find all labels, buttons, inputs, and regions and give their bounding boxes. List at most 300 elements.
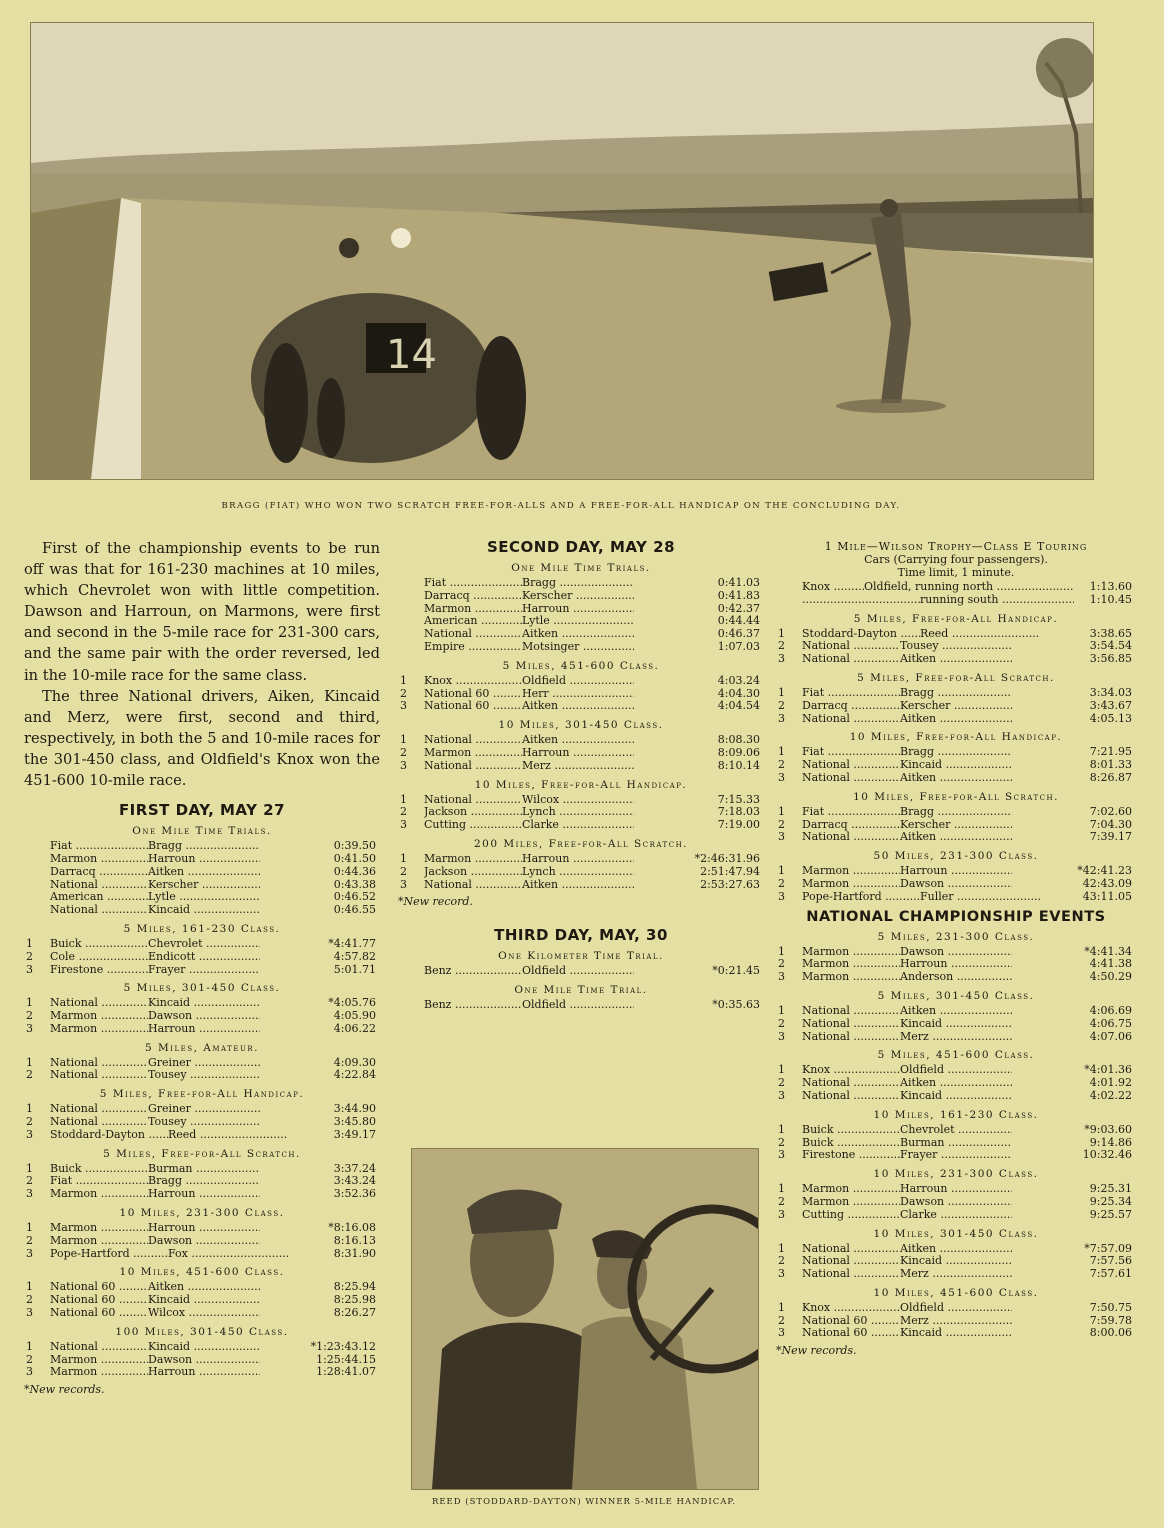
result-time: 0:46.55 [333,903,376,917]
result-time: 4:57.82 [333,949,376,963]
result-time: 0:39.50 [333,839,376,853]
result-driver: Dawson ..... [148,1010,260,1023]
result-row [776,1255,1136,1268]
result-driver: Dawson ..... [900,878,1012,891]
result-position: 2 [778,957,785,971]
result-row [776,1018,1136,1031]
result-row [398,603,764,616]
result-position: 3 [778,889,785,903]
result-car: National ..... [50,997,148,1010]
second-day-events [398,562,764,891]
result-driver: Frayer ..... [900,1149,1012,1162]
result-position: 2 [778,817,785,831]
result-car: Fiat ..... [802,806,900,819]
result-time: 9:25.31 [1089,1182,1132,1196]
result-position: 2 [26,949,33,963]
result-time: 0:43.38 [333,877,376,891]
result-time: 2:51:47.94 [700,864,760,878]
result-time: 4:06.75 [1089,1016,1132,1030]
result-row [776,1090,1136,1103]
result-time: 0:46.52 [333,890,376,904]
result-driver: Kerscher ..... [522,590,634,603]
result-time: 3:43.24 [333,1174,376,1188]
result-time: 4:22.84 [333,1068,376,1082]
result-car: National ..... [424,794,522,807]
result-car: National ..... [802,1243,900,1256]
result-driver: Fuller ..... [920,891,1040,904]
result-row [398,700,764,713]
result-time: 5:01.71 [333,962,376,976]
result-time: 7:02.60 [1089,804,1132,818]
result-position: 2 [400,864,407,878]
result-time: 8:09.06 [717,745,760,759]
result-car: Knox ..... [802,1064,900,1077]
result-position: 3 [26,1365,33,1379]
result-time: *0:35.63 [712,998,760,1012]
event-title: 10 Miles, 301-450 Class. [498,719,664,732]
result-car: National 60 ..... [50,1281,148,1294]
result-driver: Kincaid ..... [900,1255,1012,1268]
top-photo-caption: BRAGG (FIAT) WHO WON TWO SCRATCH FREE-FOR-ALLS AND A FREE-FOR-ALL HANDICAP ON THE CONCLUDING DAY. [221,501,901,511]
result-time: 0:44.44 [717,614,760,628]
result-driver: Harroun ..... [148,853,260,866]
result-row [398,675,764,688]
result-car: National ..... [50,1341,148,1354]
event-title: 10 Miles, Free-for-All Handicap. [849,731,1063,744]
event-title: One Mile Time Trial. [514,984,648,997]
result-car: Marmon ..... [50,1235,148,1248]
result-car: Marmon ..... [50,1366,148,1379]
result-time: *4:01.36 [1084,1063,1132,1077]
column-2 [398,538,764,1012]
wilson-result-north [776,581,1136,594]
result-car: Cutting ..... [802,1209,900,1222]
result-position: 1 [778,1063,785,1077]
result-car: Darracq ..... [802,700,900,713]
result-row [776,700,1136,713]
result-position: 2 [778,1016,785,1030]
result-time: *7:57.09 [1084,1241,1132,1255]
result-row [776,713,1136,726]
result-position: 3 [26,1306,33,1320]
result-position: 1 [26,1161,33,1175]
result-row [776,746,1136,759]
result-row [776,1005,1136,1018]
result-car: Marmon ..... [802,878,900,891]
result-position: 1 [778,685,785,699]
result-row [24,904,380,917]
result-time: *0:21.45 [712,964,760,978]
result-driver: Clarke ..... [522,819,634,832]
result-car: National ..... [424,628,522,641]
result-position: 2 [26,1009,33,1023]
result-car: Knox ..... [802,1302,900,1315]
result-car: Buick ..... [802,1137,900,1150]
result-time: 8:10.14 [717,758,760,772]
result-time: 4:04.30 [717,686,760,700]
result-position: 2 [778,698,785,712]
result-position: 3 [778,770,785,784]
result-row [24,1307,380,1320]
result-driver: Kerscher ..... [148,879,260,892]
result-row [776,891,1136,904]
race-photo [30,22,1094,480]
third-day-events [398,950,764,1012]
result-car: National 60 ..... [424,688,522,701]
result-row [24,891,380,904]
result-time: 7:19.00 [717,818,760,832]
result-driver: Greiner ..... [148,1057,260,1070]
result-car: National 60 ..... [802,1315,900,1328]
result-position: 1 [778,1300,785,1314]
result-row [776,946,1136,959]
result-driver: Oldfield ..... [522,999,634,1012]
result-position: 3 [778,711,785,725]
result-row [398,747,764,760]
result-row [24,1057,380,1070]
result-position: 1 [26,1102,33,1116]
result-driver: Burman ..... [900,1137,1012,1150]
result-car: National ..... [802,1031,900,1044]
result-time: 4:06.22 [333,1021,376,1035]
result-time: 4:04.54 [717,699,760,713]
result-driver: Aitken ..... [522,879,634,892]
result-row [24,1103,380,1116]
result-driver: Greiner ..... [148,1103,260,1116]
result-car: Empire ..... [424,641,522,654]
event-title: 10 Miles, Free-for-All Scratch. [853,790,1059,803]
race-photo-image [31,23,1093,479]
result-position: 1 [26,1055,33,1069]
result-row [776,1196,1136,1209]
result-row [24,964,380,977]
result-time: 9:25.34 [1089,1194,1132,1208]
result-time: 7:59.78 [1089,1313,1132,1327]
result-driver: Lynch ..... [522,806,634,819]
result-time: 7:50.75 [1089,1300,1132,1314]
event-title: 5 Miles, 161-230 Class. [123,922,281,935]
result-position: 2 [778,1254,785,1268]
result-row [398,615,764,628]
result-car: Fiat ..... [50,1175,148,1188]
result-car: Fiat ..... [802,746,900,759]
second-day-heading: SECOND DAY, MAY 28 [486,538,676,556]
result-time: 8:31.90 [333,1246,376,1260]
event-title: 5 Miles, 451-600 Class. [877,1049,1035,1062]
result-row [776,1149,1136,1162]
column-1 [24,538,380,1396]
result-driver: running south ..... [920,594,1074,607]
result-time: 8:01.33 [1089,758,1132,772]
wilson-trophy-title: 1 Mile—Wilson Trophy—Class E Touring [824,540,1088,553]
result-driver: Harroun ..... [522,747,634,760]
result-time: 7:21.95 [1089,745,1132,759]
result-position: 3 [778,970,785,984]
result-driver: Aitken ..... [522,700,634,713]
result-row [776,1137,1136,1150]
result-position: 3 [778,1326,785,1340]
result-row [398,965,764,978]
result-car: American ..... [424,615,522,628]
result-position: 2 [26,1293,33,1307]
result-driver: Burman ..... [148,1163,260,1176]
result-position: 3 [400,699,407,713]
result-driver: Clarke ..... [900,1209,1012,1222]
event-title: 10 Miles, 451-600 Class. [119,1266,285,1279]
result-time: 1:25:44.15 [316,1352,376,1366]
result-car: Jackson ..... [424,866,522,879]
result-car: National ..... [50,1116,148,1129]
result-time: 3:56.85 [1089,652,1132,666]
result-driver: Kincaid ..... [900,1018,1012,1031]
event-title: 10 Miles, 231-300 Class. [873,1168,1039,1181]
result-car: National ..... [802,1255,900,1268]
wilson-trophy-cars: Cars (Carrying four passengers). [864,553,1048,566]
result-position: 2 [400,805,407,819]
result-driver: Kerscher ..... [900,819,1012,832]
result-time: 3:45.80 [333,1115,376,1129]
result-time: 8:08.30 [717,733,760,747]
result-row [776,1124,1136,1137]
result-row [24,1023,380,1036]
result-driver: Kincaid ..... [148,904,260,917]
result-position: 3 [778,1148,785,1162]
result-driver: Motsinger ..... [522,641,634,654]
result-car: Marmon ..... [50,1010,148,1023]
result-time: 3:54.54 [1089,639,1132,653]
result-driver: Harroun ..... [900,1183,1012,1196]
result-row [776,628,1136,641]
intro-text [24,538,380,791]
result-row [776,971,1136,984]
result-time: 0:44.36 [333,864,376,878]
result-car: Marmon ..... [50,1023,148,1036]
result-driver: Kincaid ..... [900,759,1012,772]
result-row [24,853,380,866]
result-row [776,958,1136,971]
result-time: 43:11.05 [1082,889,1132,903]
result-row [24,840,380,853]
event-title: One Mile Time Trials. [132,825,272,838]
result-row [24,1235,380,1248]
result-position: 1 [26,1339,33,1353]
result-driver: Aitken ..... [900,653,1012,666]
result-car: Darracq ..... [50,866,148,879]
result-car: Stoddard-Dayton ..... [50,1129,168,1142]
result-driver: Kincaid ..... [148,1294,260,1307]
result-time: 0:42.37 [717,601,760,615]
event-title: 5 Miles, 301-450 Class. [877,989,1035,1002]
result-driver: Tousey ..... [900,640,1012,653]
result-driver: Bragg ..... [522,577,634,590]
result-row [776,1077,1136,1090]
result-car: National ..... [802,1018,900,1031]
reed-photo-image [412,1149,758,1489]
result-position: 3 [26,1127,33,1141]
result-position: 2 [778,1313,785,1327]
result-driver: Merz ..... [900,1031,1012,1044]
result-position: 2 [778,876,785,890]
result-position: 1 [778,944,785,958]
result-time: 3:44.90 [333,1102,376,1116]
result-position: 1 [26,1221,33,1235]
result-driver: Chevrolet ..... [148,938,260,951]
result-car: National ..... [802,713,900,726]
result-driver: Aitken ..... [900,831,1012,844]
result-car: National 60 ..... [50,1294,148,1307]
result-car: Cole ..... [50,951,148,964]
result-row [398,641,764,654]
result-time: 4:41.38 [1089,957,1132,971]
event-title: 100 Miles, 301-450 Class. [115,1325,289,1338]
result-position: 1 [778,1241,785,1255]
result-car: Darracq ..... [424,590,522,603]
result-position: 1 [778,745,785,759]
third-day-heading: THIRD DAY, MAY, 30 [494,926,668,945]
result-time: 0:41.50 [333,851,376,865]
result-car: Marmon ..... [50,1188,148,1201]
result-time: 7:15.33 [717,792,760,806]
result-time: 4:01.92 [1089,1076,1132,1090]
result-driver: Harroun ..... [900,865,1012,878]
result-row [398,853,764,866]
result-row [24,1116,380,1129]
result-driver: Fox ..... [168,1248,288,1261]
result-time: 3:49.17 [333,1127,376,1141]
result-row [398,628,764,641]
result-car: Buick ..... [50,1163,148,1176]
result-driver: Bragg ..... [900,687,1012,700]
result-position: 1 [778,1003,785,1017]
result-time: 8:25.98 [333,1293,376,1307]
result-driver: Harroun ..... [148,1366,260,1379]
result-car: Firestone ..... [50,964,148,977]
result-driver: Dawson ..... [900,1196,1012,1209]
result-car: National ..... [50,1069,148,1082]
result-driver: Aitken ..... [148,866,260,879]
result-row [398,794,764,807]
event-title: 5 Miles, 451-600 Class. [502,659,660,672]
result-row [776,865,1136,878]
result-position: 1 [778,1122,785,1136]
result-time: 0:46.37 [717,627,760,641]
result-time: 1:28:41.07 [316,1365,376,1379]
result-position: 2 [26,1352,33,1366]
result-row [776,831,1136,844]
result-position: 2 [778,1194,785,1208]
result-position: 3 [778,652,785,666]
column-3 [776,540,1136,1357]
event-title: 5 Miles, Free-for-All Handicap. [99,1088,305,1101]
result-car: National ..... [424,760,522,773]
result-driver: Kincaid ..... [900,1327,1012,1340]
result-position: 3 [400,877,407,891]
result-driver: Harroun ..... [148,1188,260,1201]
result-car: National ..... [802,653,900,666]
result-car: National ..... [424,734,522,747]
result-driver: Frayer ..... [148,964,260,977]
result-driver: Kincaid ..... [148,1341,260,1354]
result-car: National ..... [424,879,522,892]
result-row [776,1209,1136,1222]
event-title: 10 Miles, 231-300 Class. [119,1207,285,1220]
result-car: National ..... [802,831,900,844]
result-row [398,760,764,773]
result-time: 9:25.57 [1089,1207,1132,1221]
result-position: 3 [26,1246,33,1260]
result-time: *2:46:31.96 [694,851,760,865]
result-time: 4:07.06 [1089,1029,1132,1043]
result-car: National ..... [50,1057,148,1070]
result-position: 1 [400,733,407,747]
result-time: 4:03.24 [717,673,760,687]
result-time: *42:41.23 [1077,864,1132,878]
result-time: 1:10.45 [1089,592,1132,606]
result-time: 4:06.69 [1089,1003,1132,1017]
event-title: One Kilometer Time Trial. [498,950,664,963]
result-car: Marmon ..... [802,865,900,878]
result-car: Marmon ..... [50,1354,148,1367]
result-driver: Oldfield ..... [900,1064,1012,1077]
result-car: Pope-Hartford ..... [50,1248,168,1261]
result-car: National ..... [802,1077,900,1090]
championship-heading: NATIONAL CHAMPIONSHIP EVENTS [806,907,1106,925]
result-position: 3 [26,1187,33,1201]
result-position: 1 [26,1280,33,1294]
result-row [24,879,380,892]
result-position: 1 [400,851,407,865]
result-row [24,1341,380,1354]
result-position: 3 [778,830,785,844]
result-car: National 60 ..... [802,1327,900,1340]
result-time: 0:41.83 [717,588,760,602]
result-car: National 60 ..... [424,700,522,713]
result-time: 3:52.36 [333,1187,376,1201]
result-position: 1 [778,804,785,818]
wilson-trophy-limit: Time limit, 1 minute. [897,566,1015,579]
first-day-heading: FIRST DAY, MAY 27 [118,801,286,820]
result-row [776,1327,1136,1340]
result-row [24,1175,380,1188]
result-driver: Herr ..... [522,688,634,701]
result-row [776,759,1136,772]
result-time: *8:16.08 [328,1221,376,1235]
result-row [398,879,764,892]
result-car: National ..... [802,772,900,785]
result-time: 7:39.17 [1089,830,1132,844]
championship-footnote: *New records. [776,1344,857,1358]
result-driver: Dawson ..... [148,1235,260,1248]
result-car: National ..... [802,640,900,653]
result-position: 2 [26,1068,33,1082]
result-driver: Merz ..... [900,1315,1012,1328]
result-driver: Aitken ..... [900,1077,1012,1090]
event-title: 10 Miles, 451-600 Class. [873,1286,1039,1299]
event-title: 50 Miles, 231-300 Class. [873,850,1039,863]
result-car: Marmon ..... [50,853,148,866]
event-title: 5 Miles, Free-for-All Scratch. [857,671,1055,684]
result-driver: Reed ..... [168,1129,288,1142]
event-title: 5 Miles, Amateur. [145,1041,259,1054]
result-row [24,1010,380,1023]
result-time: 7:57.56 [1089,1254,1132,1268]
wilson-result-south [776,594,1136,607]
result-row [24,951,380,964]
result-position: 1 [778,626,785,640]
result-driver: Bragg ..... [900,746,1012,759]
result-time: 1:13.60 [1089,580,1132,593]
result-position: 2 [778,639,785,653]
